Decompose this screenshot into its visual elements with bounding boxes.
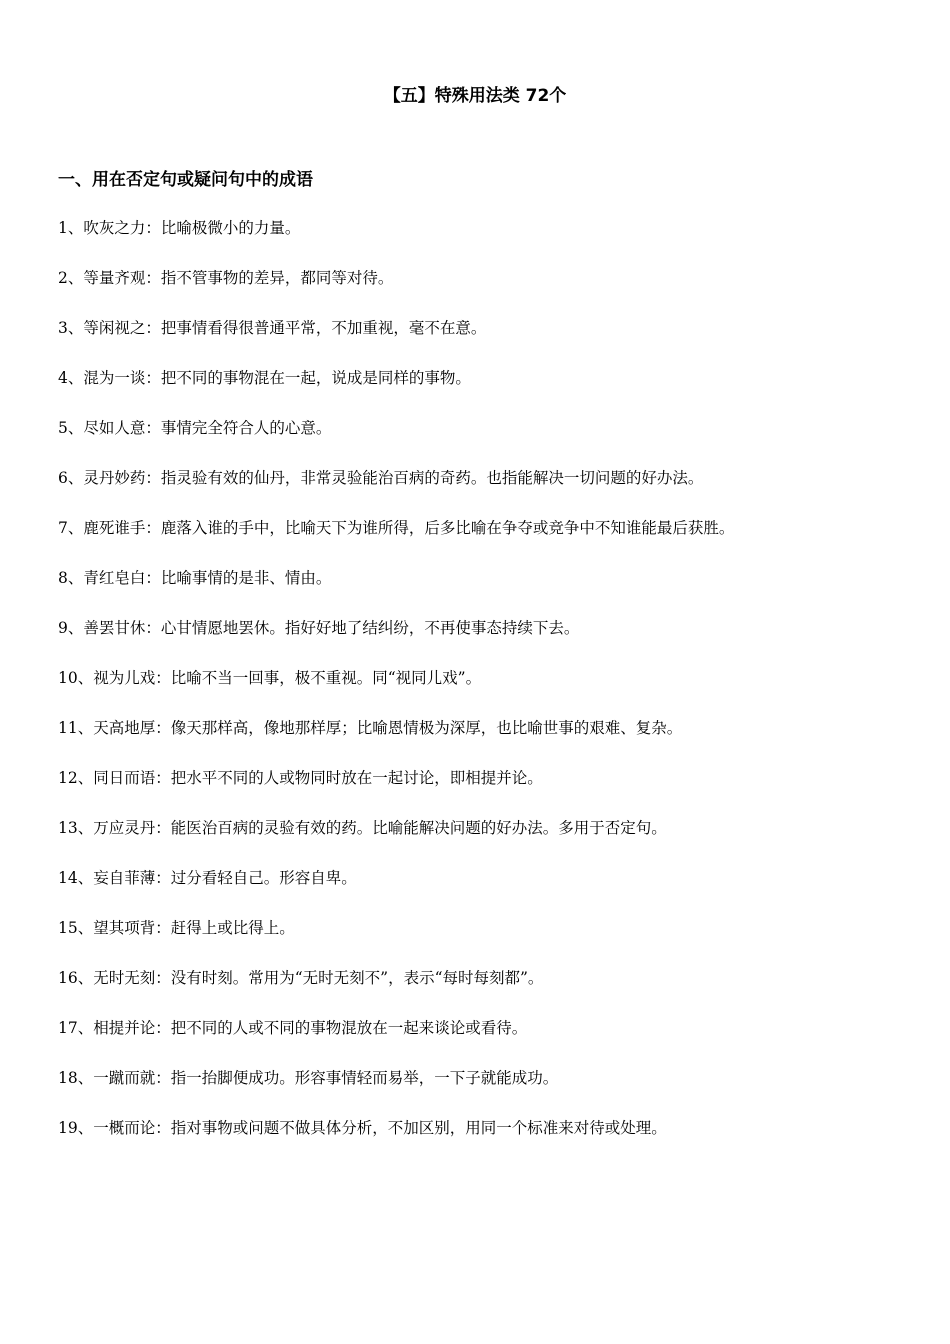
list-item: 3、等闲视之：把事情看得很普通平常，不加重视，毫不在意。 [58, 319, 487, 337]
document-title: 【五】特殊用法类 72个 [383, 86, 567, 106]
list-item: 16、无时无刻：没有时刻。常用为“无时无刻不”，表示“每时每刻都”。 [58, 969, 544, 987]
list-item: 6、灵丹妙药：指灵验有效的仙丹，非常灵验能治百病的奇药。也指能解决一切问题的好办法。 [58, 469, 704, 487]
list-item: 17、相提并论：把不同的人或不同的事物混放在一起来谈论或看待。 [58, 1019, 528, 1037]
list-item: 8、青红皂白：比喻事情的是非、情由。 [58, 569, 332, 587]
section-heading: 一、用在否定句或疑问句中的成语 [58, 170, 313, 190]
list-item: 1、吹灰之力：比喻极微小的力量。 [58, 219, 301, 237]
list-item: 7、鹿死谁手：鹿落入谁的手中，比喻天下为谁所得，后多比喻在争夺或竞争中不知谁能最后获胜。 [58, 519, 735, 537]
list-item: 19、一概而论：指对事物或问题不做具体分析，不加区别，用同一个标准来对待或处理。 [58, 1119, 667, 1137]
list-item: 2、等量齐观：指不管事物的差异，都同等对待。 [58, 269, 394, 287]
list-item: 15、望其项背：赶得上或比得上。 [58, 919, 295, 937]
list-item: 11、天高地厚：像天那样高，像地那样厚；比喻恩情极为深厚，也比喻世事的艰难、复杂。 [58, 719, 683, 737]
list-item: 5、尽如人意：事情完全符合人的心意。 [58, 419, 332, 437]
list-item: 13、万应灵丹：能医治百病的灵验有效的药。比喻能解决问题的好办法。多用于否定句。 [58, 819, 667, 837]
list-item: 9、善罢甘休：心甘情愿地罢休。指好好地了结纠纷，不再使事态持续下去。 [58, 619, 580, 637]
idiom-list [58, 216, 938, 1166]
list-item: 12、同日而语：把水平不同的人或物同时放在一起讨论，即相提并论。 [58, 769, 543, 787]
list-item: 10、视为儿戏：比喻不当一回事，极不重视。同“视同儿戏”。 [58, 669, 482, 687]
list-item: 18、一蹴而就：指一抬脚便成功。形容事情轻而易举，一下子就能成功。 [58, 1069, 559, 1087]
list-item: 4、混为一谈：把不同的事物混在一起，说成是同样的事物。 [58, 369, 471, 387]
list-item: 14、妄自菲薄：过分看轻自己。形容自卑。 [58, 869, 357, 887]
